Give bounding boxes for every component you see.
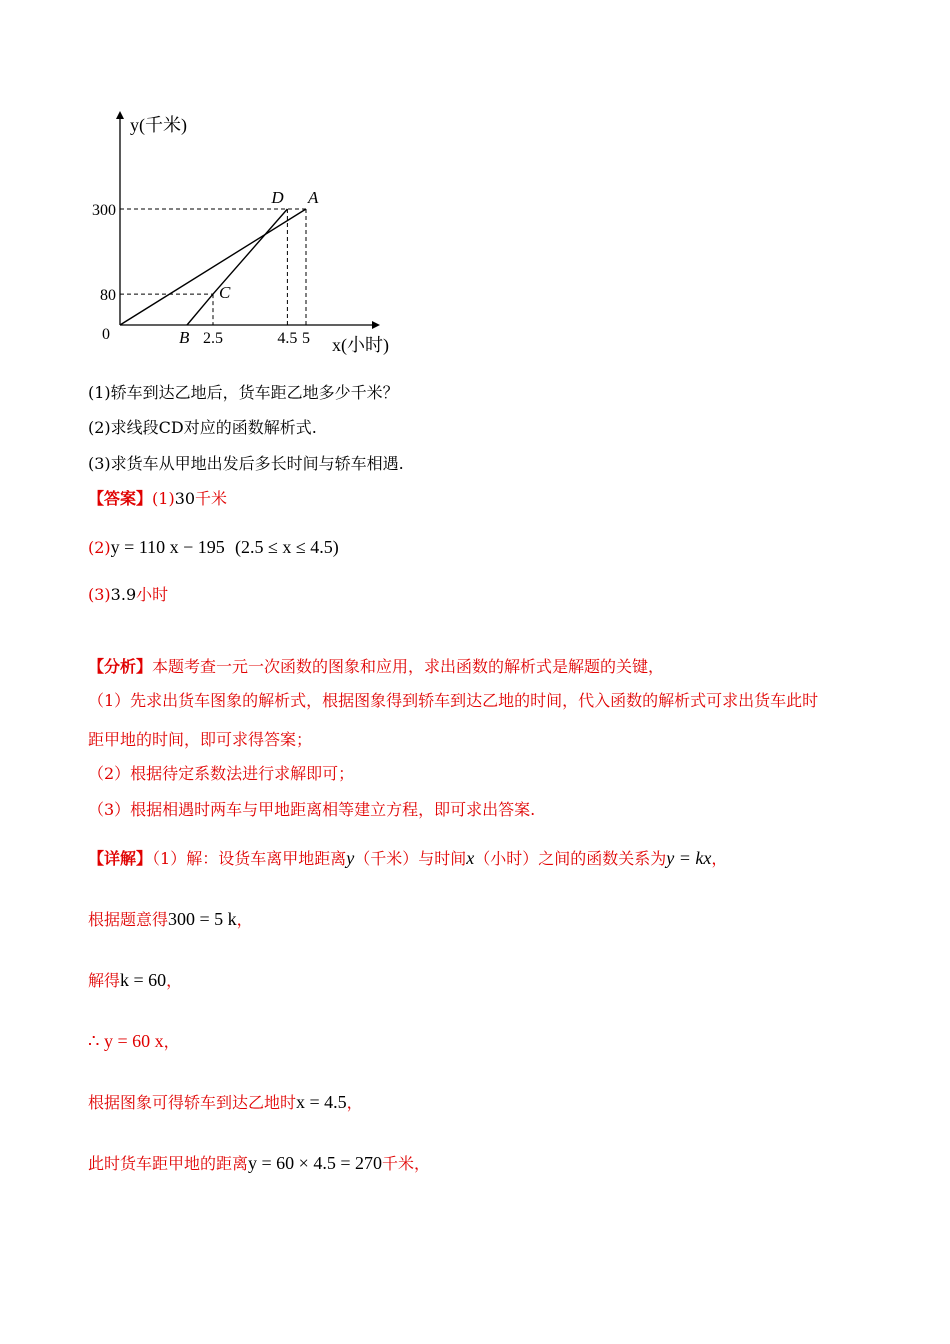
y-axis-title: y(千米) [130,115,187,135]
detail-line-6-eq: y = 60 × 4.5 = 270 [248,1153,382,1173]
detail-line-2-comma: ， [236,910,253,929]
y-tick-80: 80 [100,287,116,305]
answer-1-value: 30 [174,489,196,508]
detail-line-6-unit: 千米 [381,1154,414,1173]
detail-line-6 [88,1152,430,1175]
answer-1-prefix: (1) [152,489,175,508]
distance-time-graph [80,105,410,360]
point-label-C: C [219,283,231,303]
x-axis-title: x(小时) [332,335,389,355]
detail-line-2-eq: 300 = 5 k [168,909,237,929]
analysis-tag: 【分析】 [88,657,153,676]
analysis-point-3: （3）根据相遇时两车与甲地距离相等建立方程，即可求出答案. [88,800,536,819]
detail-line-1b: （千米）与时间 [354,849,467,868]
detail-line-1c: （小时）之间的函数关系为 [474,849,667,868]
x-tick-5: 5 [302,330,310,347]
detail-line-4-eq: ∴ y = 60 x [88,1031,164,1051]
x-tick-2.5: 2.5 [203,330,223,347]
analysis-point-1a: （1）先求出货车图象的解析式，根据图象得到轿车到达乙地的时间，代入函数的解析式可求出货车此时 [88,691,819,710]
answer-line-3 [88,584,168,606]
analysis-point-1b: 距甲地的时间，即可求得答案； [88,730,313,749]
answer-3-unit: 小时 [136,585,169,604]
detail-var-y: y [346,848,355,868]
x-tick-4.5: 4.5 [277,330,298,347]
detail-line-3-eq: k = 60 [120,970,167,990]
detail-var-x: x [466,848,475,868]
detail-line-6-text: 此时货车距甲地的距离 [88,1154,249,1173]
answer-line-2 [88,536,339,559]
detail-line-3-text: 解得 [88,971,121,990]
detail-line-2-text: 根据题意得 [88,910,169,929]
answer-3-prefix: (3) [88,585,111,604]
detail-line-5 [88,1091,363,1114]
detail-line-5-text: 根据图象可得轿车到达乙地时 [88,1093,297,1112]
answer-2-expression: y = 110 x − 195 [110,537,225,557]
answer-line-1 [88,488,227,510]
point-label-B: B [178,328,190,347]
detail-line-3 [88,969,182,992]
answer-2-domain: (2.5 ≤ x ≤ 4.5) [234,537,339,557]
detail-line-2 [88,908,253,931]
y-tick-300: 300 [92,201,116,219]
detail-line-3-comma: ， [166,971,183,990]
answer-3-value: 3.9 [110,585,137,604]
y-axis-arrow [116,111,124,119]
analysis-point-2: （2）根据待定系数法进行求解即可； [88,764,355,783]
series-lines [120,209,306,325]
detail-line-4-comma: ， [163,1032,180,1051]
answer-tag: 【答案】 [88,489,153,508]
detail-line-5-comma: ， [346,1093,363,1112]
point-label-D: D [271,187,284,207]
axes [116,111,380,329]
question-3: (3)求货车从甲地出发后多长时间与轿车相遇. [88,454,404,473]
question-2: (2)求线段CD对应的函数解析式. [88,418,317,437]
series-line-2 [187,209,287,325]
detail-line-5-eq: x = 4.5 [296,1092,347,1112]
answer-2-prefix: (2) [88,538,111,557]
axis-labels [92,115,389,356]
question-1: (1)轿车到达乙地后，货车距乙地多少千米？ [88,383,399,402]
series-line-1 [120,209,306,325]
analysis-intro-text: 本题考查一元一次函数的图象和应用，求出函数的解析式是解题的关键， [152,657,665,676]
detail-eq-ykx: y = kx [666,848,712,868]
detail-tag: 【详解】 [88,849,153,868]
detail-line-4 [88,1030,180,1053]
detail-line-6-comma: ， [414,1154,431,1173]
answer-1-unit: 千米 [195,489,228,508]
x-axis-arrow [372,321,380,329]
detail-line-1-end: ， [711,849,728,868]
detail-line-1 [88,847,727,870]
analysis-intro [88,656,664,678]
detail-line-1a: （1）解：设货车离甲地距离 [152,849,347,868]
point-label-A: A [308,187,319,207]
origin-label: 0 [102,326,110,343]
